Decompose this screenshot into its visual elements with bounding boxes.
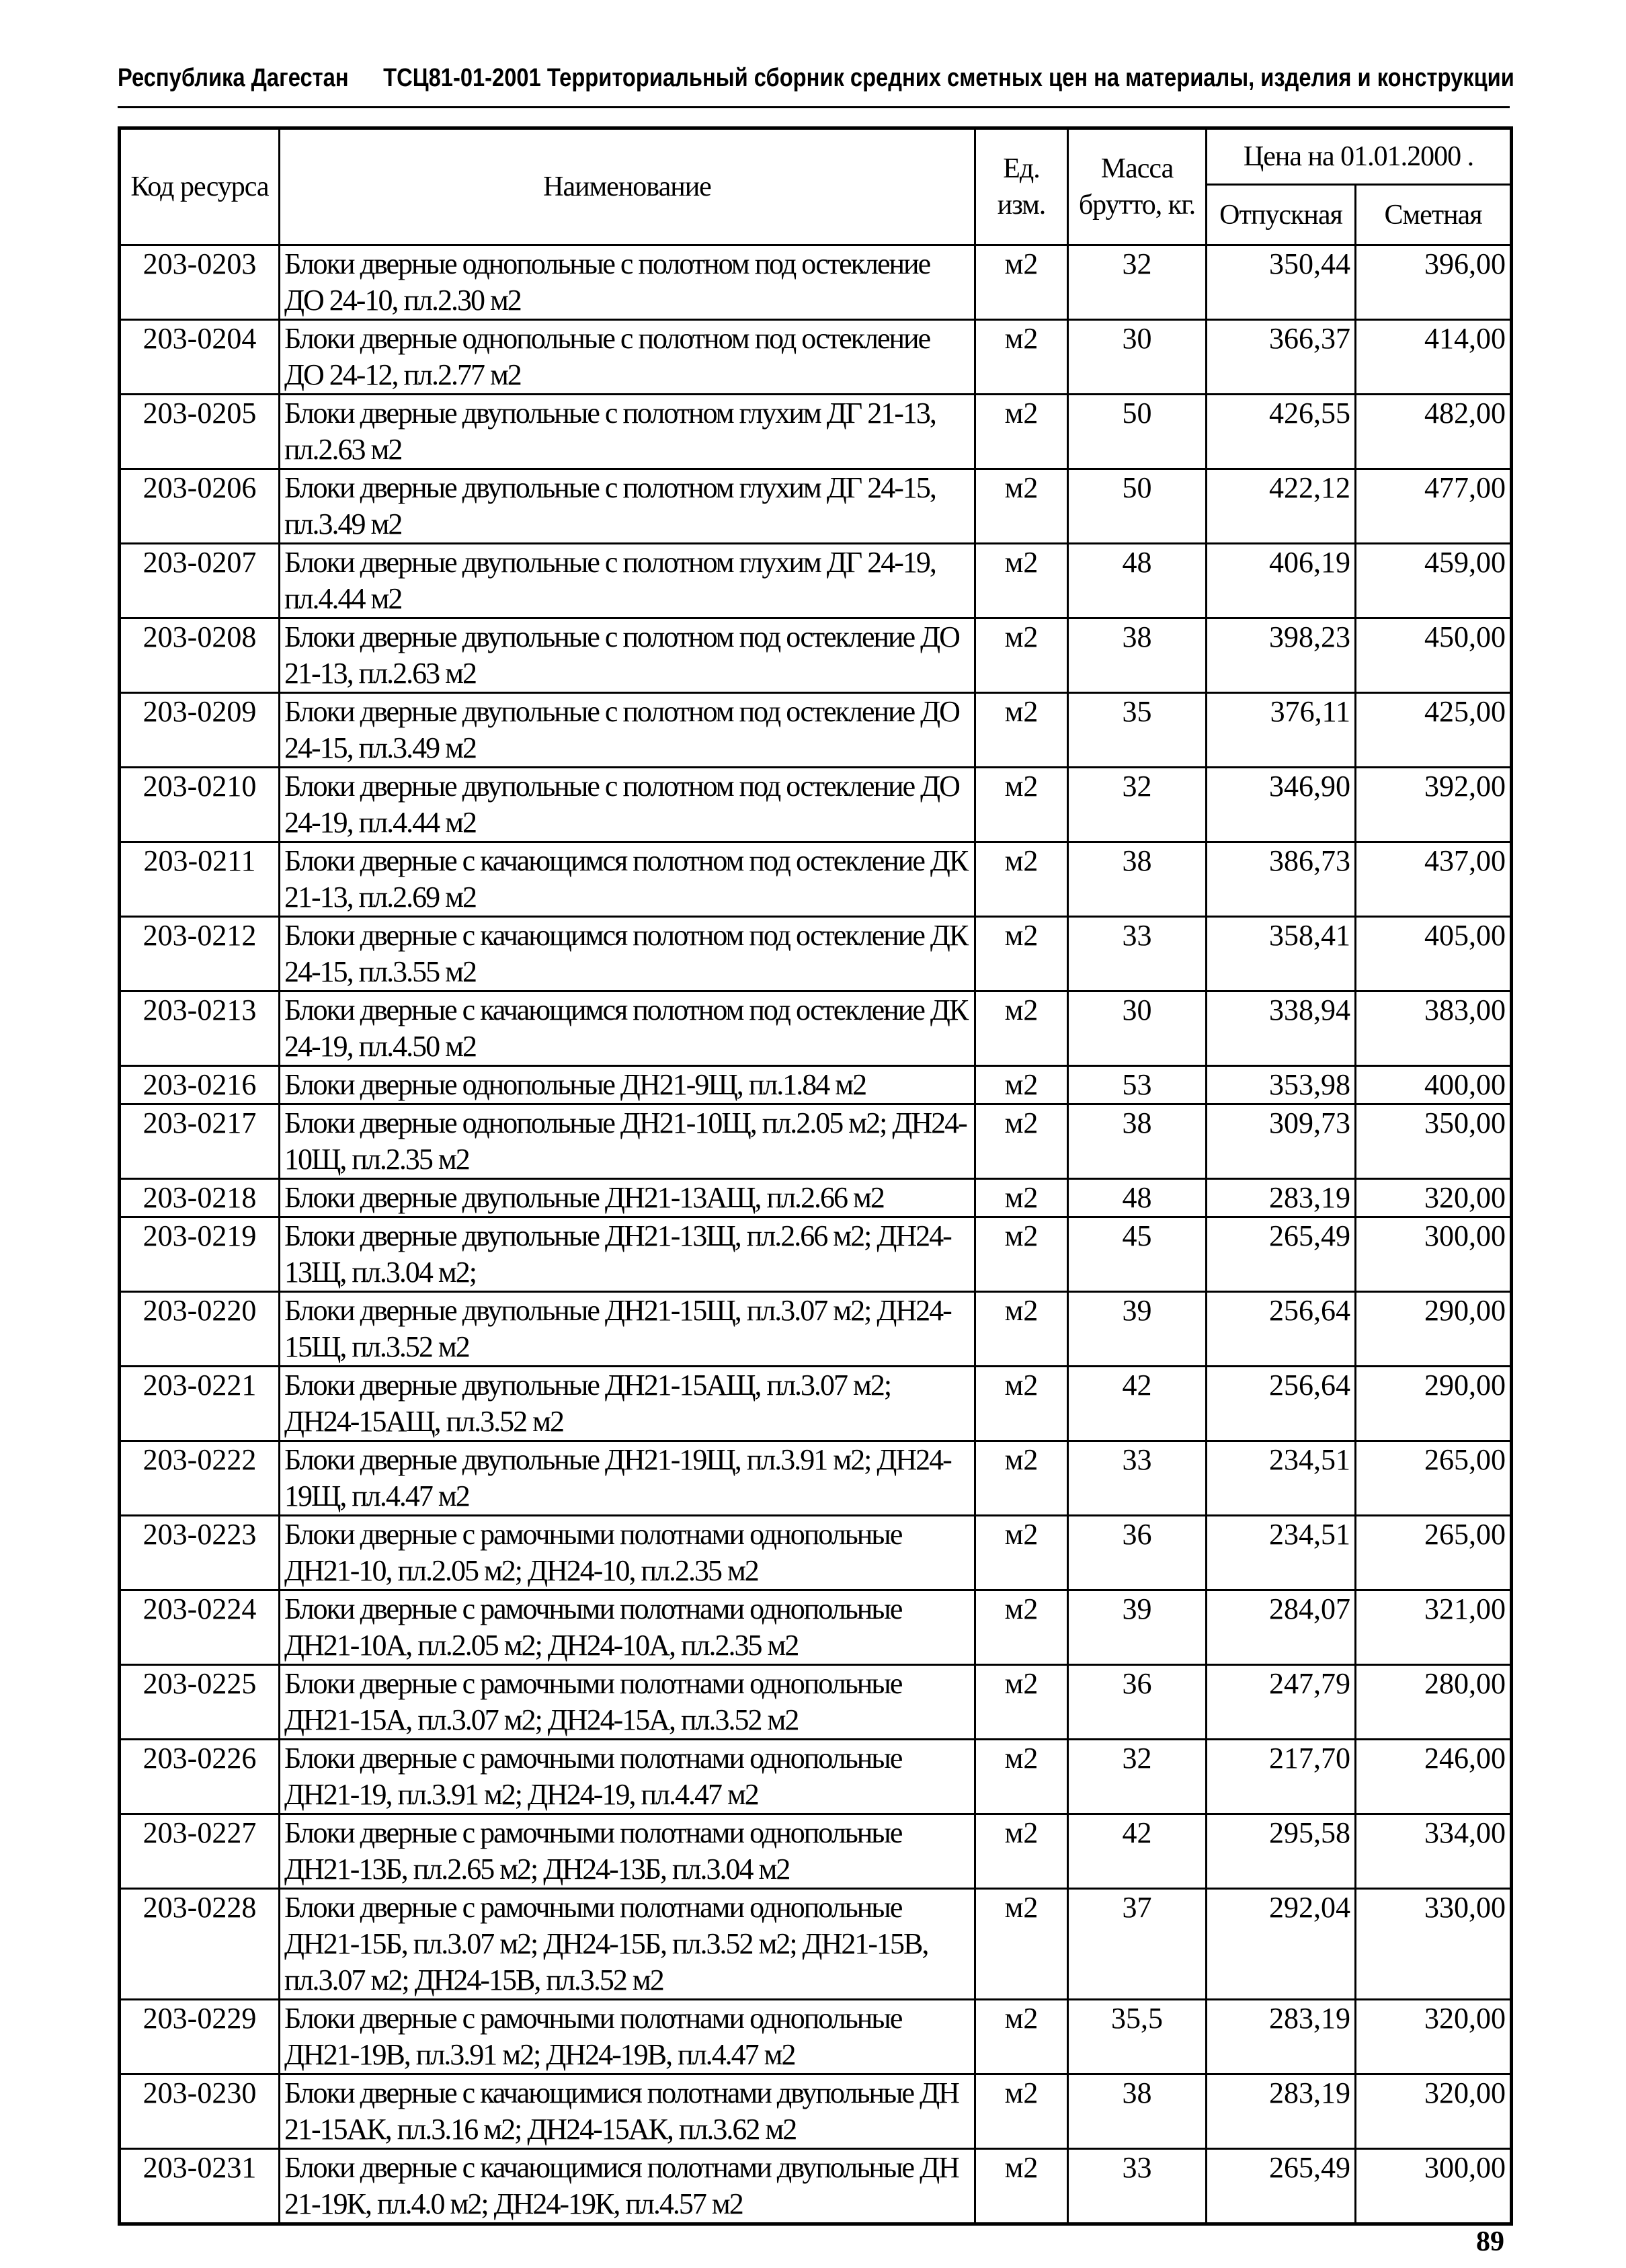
release-price-cell: 338,94 [1207, 991, 1356, 1066]
unit-cell: м2 [975, 1889, 1068, 2000]
table-row [120, 768, 1512, 842]
table-row [120, 320, 1512, 395]
item-name-cell: Блоки дверные с рамочными полотнами однопольные ДН21-19, пл.3.91 м2; ДН24-19, пл.4.47 м2 [280, 1740, 975, 1814]
mass-cell: 38 [1068, 618, 1207, 693]
collection-title: ТСЦ81-01-2001 Территориальный сборник средних сметных цен на материалы, изделия и конструкции [383, 64, 1514, 92]
estimate-price-cell: 321,00 [1356, 1590, 1512, 1665]
unit-cell: м2 [975, 1590, 1068, 1665]
mass-cell: 42 [1068, 1814, 1207, 1889]
unit-cell: м2 [975, 768, 1068, 842]
unit-cell: м2 [975, 1814, 1068, 1889]
table-row [120, 1590, 1512, 1665]
estimate-price-cell: 300,00 [1356, 1217, 1512, 1292]
estimate-price-cell: 396,00 [1356, 245, 1512, 320]
mass-cell: 37 [1068, 1889, 1207, 2000]
item-name-cell: Блоки дверные двупольные с полотном под остекление ДО 24-19, пл.4.44 м2 [280, 768, 975, 842]
estimate-price-cell: 265,00 [1356, 1516, 1512, 1590]
mass-cell: 30 [1068, 991, 1207, 1066]
mass-cell: 38 [1068, 2074, 1207, 2149]
unit-cell: м2 [975, 1217, 1068, 1292]
table-row [120, 2000, 1512, 2074]
release-price-cell: 353,98 [1207, 1066, 1356, 1104]
resource-code-cell: 203-0217 [120, 1104, 280, 1179]
release-price-cell: 283,19 [1207, 1179, 1356, 1217]
unit-cell: м2 [975, 2149, 1068, 2224]
estimate-price-cell: 290,00 [1356, 1367, 1512, 1441]
mass-cell: 35,5 [1068, 2000, 1207, 2074]
resource-code-cell: 203-0204 [120, 320, 280, 395]
release-price-cell: 234,51 [1207, 1441, 1356, 1516]
table-row [120, 1066, 1512, 1104]
item-name-cell: Блоки дверные с рамочными полотнами однопольные ДН21-10, пл.2.05 м2; ДН24-10, пл.2.35 м2 [280, 1516, 975, 1590]
resource-code-cell: 203-0229 [120, 2000, 280, 2074]
unit-cell: м2 [975, 693, 1068, 768]
resource-code-cell: 203-0219 [120, 1217, 280, 1292]
unit-cell: м2 [975, 320, 1068, 395]
release-price-cell: 358,41 [1207, 917, 1356, 991]
table-row [120, 1740, 1512, 1814]
item-name-cell: Блоки дверные с рамочными полотнами однопольные ДН21-15А, пл.3.07 м2; ДН24-15А, пл.3.52 м2 [280, 1665, 975, 1740]
table-row [120, 1889, 1512, 2000]
unit-cell: м2 [975, 1516, 1068, 1590]
mass-cell: 48 [1068, 544, 1207, 618]
mass-cell: 53 [1068, 1066, 1207, 1104]
release-price-cell: 422,12 [1207, 469, 1356, 544]
resource-code-cell: 203-0211 [120, 842, 280, 917]
item-name-cell: Блоки дверные однопольные с полотном под остекление ДО 24-10, пл.2.30 м2 [280, 245, 975, 320]
page-number: 89 [1476, 2226, 1504, 2257]
unit-cell: м2 [975, 245, 1068, 320]
unit-cell: м2 [975, 1441, 1068, 1516]
estimate-price-cell: 383,00 [1356, 991, 1512, 1066]
release-price-cell: 346,90 [1207, 768, 1356, 842]
item-name-cell: Блоки дверные двупольные ДН21-15АЩ, пл.3.07 м2; ДН24-15АЩ, пл.3.52 м2 [280, 1367, 975, 1441]
mass-cell: 50 [1068, 395, 1207, 469]
resource-code-cell: 203-0223 [120, 1516, 280, 1590]
price-table [118, 126, 1513, 2226]
resource-code-cell: 203-0210 [120, 768, 280, 842]
mass-cell: 35 [1068, 693, 1207, 768]
item-name-cell: Блоки дверные с качающимися полотнами двупольные ДН 21-15АК, пл.3.16 м2; ДН24-15АК, пл.3.62 м2 [280, 2074, 975, 2149]
release-price-cell: 350,44 [1207, 245, 1356, 320]
release-price-cell: 283,19 [1207, 2000, 1356, 2074]
unit-cell: м2 [975, 469, 1068, 544]
resource-code-cell: 203-0222 [120, 1441, 280, 1516]
unit-cell: м2 [975, 1367, 1068, 1441]
release-price-cell: 265,49 [1207, 2149, 1356, 2224]
item-name-cell: Блоки дверные однопольные ДН21-9Щ, пл.1.84 м2 [280, 1066, 975, 1104]
unit-cell: м2 [975, 395, 1068, 469]
item-name-cell: Блоки дверные двупольные с полотном под остекление ДО 24-15, пл.3.49 м2 [280, 693, 975, 768]
table-row [120, 991, 1512, 1066]
release-price-cell: 398,23 [1207, 618, 1356, 693]
release-price-cell: 406,19 [1207, 544, 1356, 618]
resource-code-cell: 203-0225 [120, 1665, 280, 1740]
mass-cell: 33 [1068, 917, 1207, 991]
mass-cell: 32 [1068, 1740, 1207, 1814]
estimate-price-cell: 414,00 [1356, 320, 1512, 395]
table-row [120, 544, 1512, 618]
table-row [120, 917, 1512, 991]
table-row [120, 1217, 1512, 1292]
table-body [120, 245, 1512, 2224]
item-name-cell: Блоки дверные двупольные ДН21-15Щ, пл.3.07 м2; ДН24-15Щ, пл.3.52 м2 [280, 1292, 975, 1367]
table-row [120, 693, 1512, 768]
unit-cell: м2 [975, 544, 1068, 618]
estimate-price-cell: 320,00 [1356, 2000, 1512, 2074]
item-name-cell: Блоки дверные двупольные ДН21-13АЩ, пл.2.66 м2 [280, 1179, 975, 1217]
mass-cell: 33 [1068, 1441, 1207, 1516]
resource-code-cell: 203-0227 [120, 1814, 280, 1889]
mass-cell: 42 [1068, 1367, 1207, 1441]
column-header-name: Наименование [280, 128, 975, 245]
estimate-price-cell: 477,00 [1356, 469, 1512, 544]
table-row [120, 245, 1512, 320]
table-row [120, 1516, 1512, 1590]
resource-code-cell: 203-0203 [120, 245, 280, 320]
estimate-price-cell: 320,00 [1356, 1179, 1512, 1217]
table-row [120, 1441, 1512, 1516]
resource-code-cell: 203-0212 [120, 917, 280, 991]
table-row [120, 2074, 1512, 2149]
item-name-cell: Блоки дверные с рамочными полотнами однопольные ДН21-13Б, пл.2.65 м2; ДН24-13Б, пл.3.04 м2 [280, 1814, 975, 1889]
resource-code-cell: 203-0216 [120, 1066, 280, 1104]
release-price-cell: 217,70 [1207, 1740, 1356, 1814]
estimate-price-cell: 320,00 [1356, 2074, 1512, 2149]
estimate-price-cell: 405,00 [1356, 917, 1512, 991]
unit-cell: м2 [975, 618, 1068, 693]
estimate-price-cell: 350,00 [1356, 1104, 1512, 1179]
resource-code-cell: 203-0226 [120, 1740, 280, 1814]
item-name-cell: Блоки дверные однопольные ДН21-10Щ, пл.2.05 м2; ДН24-10Щ, пл.2.35 м2 [280, 1104, 975, 1179]
table-row [120, 469, 1512, 544]
unit-cell: м2 [975, 991, 1068, 1066]
item-name-cell: Блоки дверные с качающимся полотном под остекление ДК 21-13, пл.2.69 м2 [280, 842, 975, 917]
table-row [120, 618, 1512, 693]
item-name-cell: Блоки дверные с рамочными полотнами однопольные ДН21-15Б, пл.3.07 м2; ДН24-15Б, пл.3.52 м2; ДН21-15В, пл.3.07 м2; ДН24-15В, пл.3.52 м2 [280, 1889, 975, 2000]
resource-code-cell: 203-0220 [120, 1292, 280, 1367]
release-price-cell: 386,73 [1207, 842, 1356, 917]
estimate-price-cell: 392,00 [1356, 768, 1512, 842]
estimate-price-cell: 334,00 [1356, 1814, 1512, 1889]
estimate-price-cell: 425,00 [1356, 693, 1512, 768]
release-price-cell: 234,51 [1207, 1516, 1356, 1590]
table-row [120, 1292, 1512, 1367]
resource-code-cell: 203-0205 [120, 395, 280, 469]
item-name-cell: Блоки дверные с рамочными полотнами однопольные ДН21-10А, пл.2.05 м2; ДН24-10А, пл.2.35 м2 [280, 1590, 975, 1665]
estimate-price-cell: 290,00 [1356, 1292, 1512, 1367]
resource-code-cell: 203-0230 [120, 2074, 280, 2149]
resource-code-cell: 203-0206 [120, 469, 280, 544]
resource-code-cell: 203-0231 [120, 2149, 280, 2224]
resource-code-cell: 203-0213 [120, 991, 280, 1066]
column-header-price-group: Цена на 01.01.2000 . [1207, 128, 1512, 185]
estimate-price-cell: 459,00 [1356, 544, 1512, 618]
resource-code-cell: 203-0207 [120, 544, 280, 618]
column-header-release-price: Отпускная [1207, 185, 1356, 245]
table-row [120, 1814, 1512, 1889]
unit-cell: м2 [975, 2000, 1068, 2074]
unit-cell: м2 [975, 1066, 1068, 1104]
mass-cell: 50 [1068, 469, 1207, 544]
mass-cell: 38 [1068, 842, 1207, 917]
mass-cell: 33 [1068, 2149, 1207, 2224]
table-row [120, 395, 1512, 469]
unit-cell: м2 [975, 917, 1068, 991]
item-name-cell: Блоки дверные однопольные с полотном под остекление ДО 24-12, пл.2.77 м2 [280, 320, 975, 395]
mass-cell: 48 [1068, 1179, 1207, 1217]
table-row [120, 1367, 1512, 1441]
unit-cell: м2 [975, 1292, 1068, 1367]
item-name-cell: Блоки дверные с рамочными полотнами однопольные ДН21-19В, пл.3.91 м2; ДН24-19В, пл.4.47 м2 [280, 2000, 975, 2074]
estimate-price-cell: 437,00 [1356, 842, 1512, 917]
page-header [118, 64, 1514, 93]
mass-cell: 32 [1068, 245, 1207, 320]
resource-code-cell: 203-0208 [120, 618, 280, 693]
mass-cell: 36 [1068, 1665, 1207, 1740]
resource-code-cell: 203-0218 [120, 1179, 280, 1217]
estimate-price-cell: 482,00 [1356, 395, 1512, 469]
estimate-price-cell: 400,00 [1356, 1066, 1512, 1104]
column-header-code: Код ресурса [120, 128, 280, 245]
mass-cell: 38 [1068, 1104, 1207, 1179]
unit-cell: м2 [975, 1665, 1068, 1740]
mass-cell: 39 [1068, 1590, 1207, 1665]
mass-cell: 36 [1068, 1516, 1207, 1590]
item-name-cell: Блоки дверные двупольные с полотном под остекление ДО 21-13, пл.2.63 м2 [280, 618, 975, 693]
table-row [120, 2149, 1512, 2224]
column-header-mass: Масса брутто, кг. [1068, 128, 1207, 245]
estimate-price-cell: 450,00 [1356, 618, 1512, 693]
estimate-price-cell: 246,00 [1356, 1740, 1512, 1814]
estimate-price-cell: 300,00 [1356, 2149, 1512, 2224]
mass-cell: 39 [1068, 1292, 1207, 1367]
item-name-cell: Блоки дверные с качающимися полотнами двупольные ДН 21-19К, пл.4.0 м2; ДН24-19К, пл.4.57 м2 [280, 2149, 975, 2224]
item-name-cell: Блоки дверные двупольные ДН21-19Щ, пл.3.91 м2; ДН24-19Щ, пл.4.47 м2 [280, 1441, 975, 1516]
column-header-estimate-price: Сметная [1356, 185, 1512, 245]
release-price-cell: 366,37 [1207, 320, 1356, 395]
estimate-price-cell: 280,00 [1356, 1665, 1512, 1740]
unit-cell: м2 [975, 1740, 1068, 1814]
release-price-cell: 256,64 [1207, 1367, 1356, 1441]
unit-cell: м2 [975, 2074, 1068, 2149]
item-name-cell: Блоки дверные двупольные ДН21-13Щ, пл.2.66 м2; ДН24-13Щ, пл.3.04 м2; [280, 1217, 975, 1292]
table-row [120, 1104, 1512, 1179]
release-price-cell: 376,11 [1207, 693, 1356, 768]
unit-cell: м2 [975, 1104, 1068, 1179]
resource-code-cell: 203-0209 [120, 693, 280, 768]
release-price-cell: 256,64 [1207, 1292, 1356, 1367]
release-price-cell: 247,79 [1207, 1665, 1356, 1740]
header-divider [118, 106, 1510, 108]
release-price-cell: 265,49 [1207, 1217, 1356, 1292]
item-name-cell: Блоки дверные двупольные с полотном глухим ДГ 24-15, пл.3.49 м2 [280, 469, 975, 544]
mass-cell: 30 [1068, 320, 1207, 395]
region-name: Республика Дагестан [118, 64, 349, 92]
release-price-cell: 292,04 [1207, 1889, 1356, 2000]
unit-cell: м2 [975, 842, 1068, 917]
mass-cell: 45 [1068, 1217, 1207, 1292]
column-header-unit: Ед. изм. [975, 128, 1068, 245]
table-row [120, 1665, 1512, 1740]
resource-code-cell: 203-0228 [120, 1889, 280, 2000]
release-price-cell: 426,55 [1207, 395, 1356, 469]
table-row [120, 1179, 1512, 1217]
item-name-cell: Блоки дверные двупольные с полотном глухим ДГ 24-19, пл.4.44 м2 [280, 544, 975, 618]
item-name-cell: Блоки дверные с качающимся полотном под остекление ДК 24-19, пл.4.50 м2 [280, 991, 975, 1066]
item-name-cell: Блоки дверные с качающимся полотном под остекление ДК 24-15, пл.3.55 м2 [280, 917, 975, 991]
estimate-price-cell: 265,00 [1356, 1441, 1512, 1516]
release-price-cell: 283,19 [1207, 2074, 1356, 2149]
estimate-price-cell: 330,00 [1356, 1889, 1512, 2000]
unit-cell: м2 [975, 1179, 1068, 1217]
item-name-cell: Блоки дверные двупольные с полотном глухим ДГ 21-13, пл.2.63 м2 [280, 395, 975, 469]
resource-code-cell: 203-0224 [120, 1590, 280, 1665]
release-price-cell: 284,07 [1207, 1590, 1356, 1665]
table-row [120, 842, 1512, 917]
release-price-cell: 295,58 [1207, 1814, 1356, 1889]
mass-cell: 32 [1068, 768, 1207, 842]
resource-code-cell: 203-0221 [120, 1367, 280, 1441]
release-price-cell: 309,73 [1207, 1104, 1356, 1179]
